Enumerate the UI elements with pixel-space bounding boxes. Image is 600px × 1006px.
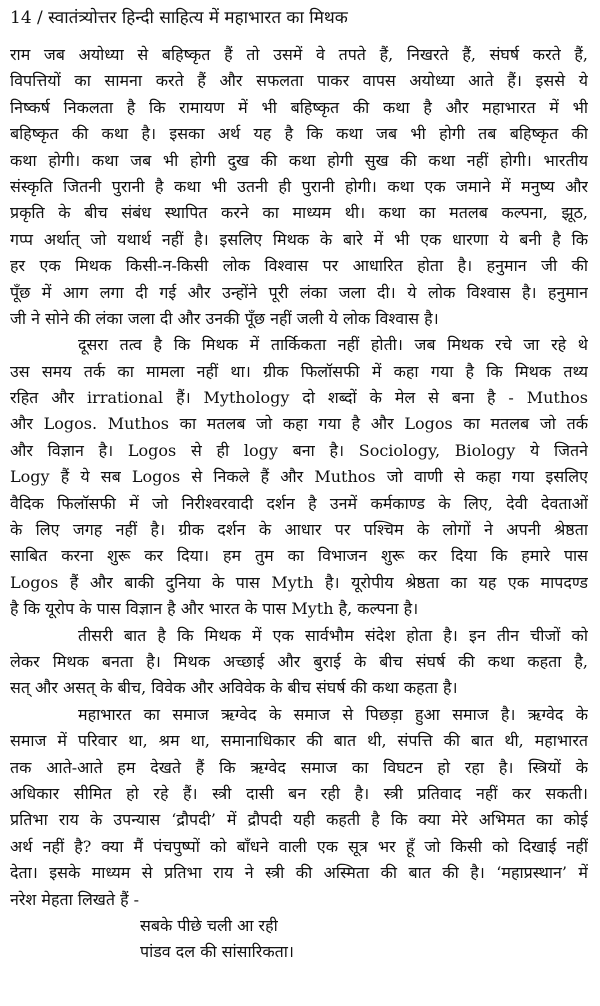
text-line: कथा होगी। कथा जब भी होगी दुख की कथा होगी सुख की कथा नहीं होगी। भारतीय bbox=[10, 150, 588, 170]
text-line: विपत्तियों का सामना करते हैं और सफलता पाकर वापस अयोध्या आते हैं। इससे ये bbox=[10, 71, 588, 91]
text-line: अर्थ नहीं है? क्या मैं पंचपुष्पों को बाँधने वाली एक सूत्र भर हूँ जो किसी को दिखाई नहीं bbox=[10, 836, 588, 856]
text-line: वैदिक फिलॉसफी में जो निरीश्वरवादी दर्शन है उनमें कर्मकाण्ड के लिए, देवी देवताओं bbox=[10, 493, 588, 513]
text-line: जी ने सोने की लंका जला दी और उनकी पूँछ नहीं जली ये लोक विश्वास है। bbox=[10, 308, 439, 328]
text-line: और विज्ञान है। Logos से ही logy बना है। Sociology, Biology ये जितने bbox=[10, 440, 588, 460]
text-line: प्रतिभा राय के उपन्यास ‘द्रौपदी’ में द्रौपदी यही कहती है कि क्या मेरे अभिमत का कोई bbox=[10, 810, 588, 830]
text-line: अधिकार सीमित हो रहे हैं। स्त्री दासी बन रही है। स्त्री प्रतिवाद नहीं कर सकती। bbox=[10, 783, 588, 803]
text-line: और Logos. Muthos का मतलब जो कहा गया है और Logos का मतलब जो तर्क bbox=[10, 414, 588, 434]
poem-line: सबके पीछे चली आ रही bbox=[140, 915, 278, 935]
text-line: पूँछ में आग लगा दी गई और उन्होंने पूरी लंका जला दी। ये लोक विश्वास है। हनुमान bbox=[10, 282, 588, 302]
book-page bbox=[10, 0, 590, 1006]
text-line: Logos हैं और बाकी दुनिया के पास Myth है। यूरोपीय श्रेष्ठता का यह एक मापदण्ड bbox=[10, 572, 588, 592]
paragraph-2 bbox=[10, 332, 588, 622]
text-line: निष्कर्ष निकलता है कि रामायण में भी बहिष्कृत की कथा है और महाभारत में भी bbox=[10, 97, 588, 117]
text-line: दूसरा तत्व है कि मिथक में तार्किकता नहीं होती। जब मिथक रचे जा रहे थे bbox=[78, 335, 588, 355]
poem-quote bbox=[10, 913, 588, 966]
body-text bbox=[10, 42, 588, 966]
text-line: राम जब अयोध्या से बहिष्कृत हैं तो उसमें वे तपते हैं, निखरते हैं, संघर्ष करते हैं, bbox=[10, 45, 588, 64]
text-line: गप्प अर्थात् जो यथार्थ नहीं है। इसलिए मिथक के बारे में भी एक धारणा ये बनी है कि bbox=[10, 229, 588, 249]
text-line: प्रकृति के बीच संबंध स्थापित करने का माध्यम थी। कथा का मतलब कल्पना, झूठ, bbox=[10, 203, 588, 223]
text-line: के लिए जगह नहीं है। ग्रीक दर्शन के आधार पर पश्चिम के लोगों ने अपनी श्रेष्ठता bbox=[10, 520, 588, 540]
text-line: देता। इसके माध्यम से प्रतिभा राय ने स्त्री की अस्मिता की बात की है। ‘महाप्रस्थान’ में bbox=[10, 863, 588, 883]
text-line: है कि यूरोप के पास विज्ञान है और भारत के पास Myth है, कल्पना है। bbox=[10, 599, 419, 619]
text-line: नरेश मेहता लिखते हैं - bbox=[10, 889, 140, 909]
text-line: रहित और irrational हैं। Mythology दो शब्दों के मेल से बना है - Muthos bbox=[10, 388, 588, 408]
text-line: महाभारत का समाज ऋग्वेद के समाज से पिछड़ा हुआ समाज है। ऋग्वेद के bbox=[78, 704, 588, 724]
paragraph-4 bbox=[10, 702, 588, 913]
paragraph-3 bbox=[10, 623, 588, 702]
text-line: समाज में परिवार था, श्रम था, समानाधिकार की बात थी, संपत्ति की बात थी, महाभारत bbox=[10, 731, 588, 751]
text-line: तक आते-आते हम देखते हैं कि ऋग्वेद समाज का विघटन हो रहा है। स्त्रियों के bbox=[10, 757, 588, 777]
text-line: उस समय तर्क का मामला नहीं था। ग्रीक फिलॉसफी में कहा गया है कि मिथक तथ्य bbox=[10, 361, 588, 381]
poem-line: पांडव दल की सांसारिकता। bbox=[140, 942, 294, 962]
text-line: संस्कृति जितनी पुरानी है कथा भी उतनी ही पुरानी होगी। कथा एक जमाने में मनुष्य और bbox=[10, 176, 588, 196]
text-line: हर एक मिथक किसी-न-किसी लोक विश्वास पर आधारित होता है। हनुमान जी की bbox=[10, 256, 588, 276]
text-line: साबित करना शुरू कर दिया। हम तुम का विभाजन शुरू कर दिया कि हमारे पास bbox=[10, 546, 588, 566]
running-header: 14 / स्वातंत्र्योत्तर हिन्दी साहित्य में महाभारत का मिथक bbox=[10, 8, 348, 28]
text-line: लेकर मिथक बनता है। मिथक अच्छाई और बुराई के बीच संघर्ष की कथा कहता है, bbox=[10, 651, 588, 671]
text-line: बहिष्कृत की कथा है। इसका अर्थ यह है कि कथा जब भी होगी तब बहिष्कृत की bbox=[10, 124, 588, 144]
text-line: Logy हैं ये सब Logos से निकले हैं और Muthos जो वाणी से कहा गया इसलिए bbox=[10, 467, 588, 487]
text-line: सत् और असत् के बीच, विवेक और अविवेक के बीच संघर्ष की कथा कहता है। bbox=[10, 678, 458, 698]
paragraph-1 bbox=[10, 42, 588, 332]
text-line: तीसरी बात है कि मिथक में एक सार्वभौम संदेश होता है। इन तीन चीजों को bbox=[78, 625, 588, 645]
